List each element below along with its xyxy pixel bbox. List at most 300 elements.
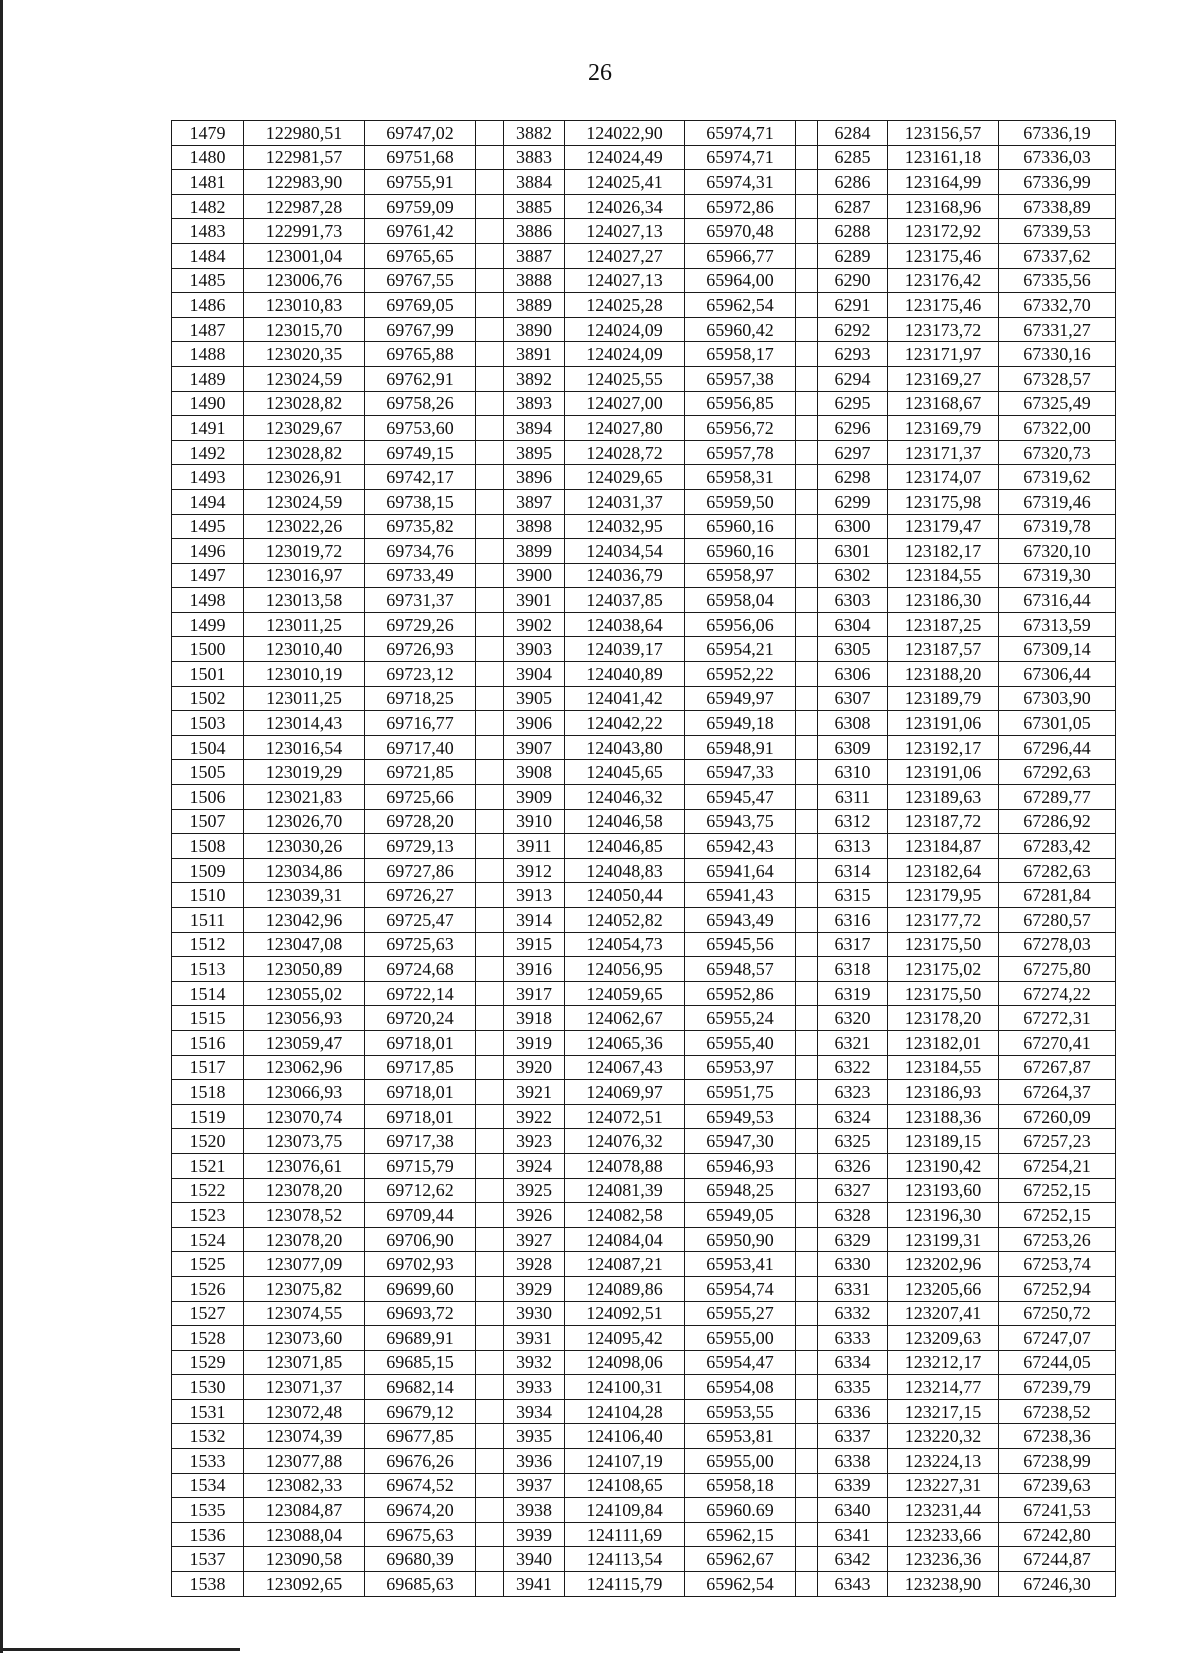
point-number-cell: 3917: [504, 981, 565, 1006]
y-coordinate-cell: 69738,15: [365, 489, 476, 514]
separator-cell: [796, 662, 818, 687]
separator-cell: [796, 760, 818, 785]
x-coordinate-cell: 123047,08: [244, 932, 365, 957]
point-number-cell: 1493: [172, 465, 244, 490]
y-coordinate-cell: 67306,44: [999, 662, 1116, 687]
point-number-cell: 3921: [504, 1080, 565, 1105]
y-coordinate-cell: 67281,84: [999, 883, 1116, 908]
separator-cell: [796, 858, 818, 883]
point-number-cell: 1498: [172, 588, 244, 613]
x-coordinate-cell: 124026,34: [565, 194, 685, 219]
x-coordinate-cell: 123062,96: [244, 1055, 365, 1080]
separator-cell: [476, 809, 504, 834]
point-number-cell: 1479: [172, 121, 244, 146]
point-number-cell: 3910: [504, 809, 565, 834]
y-coordinate-cell: 69725,63: [365, 932, 476, 957]
y-coordinate-cell: 69685,63: [365, 1572, 476, 1597]
y-coordinate-cell: 65956,06: [685, 612, 796, 637]
point-number-cell: 3936: [504, 1449, 565, 1474]
separator-cell: [796, 908, 818, 933]
y-coordinate-cell: 67283,42: [999, 834, 1116, 859]
separator-cell: [476, 293, 504, 318]
table-row: [172, 735, 1116, 760]
point-number-cell: 6297: [818, 440, 888, 465]
table-row: [172, 834, 1116, 859]
point-number-cell: 1499: [172, 612, 244, 637]
y-coordinate-cell: 65954,08: [685, 1375, 796, 1400]
y-coordinate-cell: 69709,44: [365, 1203, 476, 1228]
y-coordinate-cell: 65964,00: [685, 268, 796, 293]
x-coordinate-cell: 123192,17: [888, 735, 999, 760]
separator-cell: [476, 981, 504, 1006]
x-coordinate-cell: 124076,32: [565, 1129, 685, 1154]
y-coordinate-cell: 65962,54: [685, 1572, 796, 1597]
x-coordinate-cell: 124115,79: [565, 1572, 685, 1597]
point-number-cell: 1487: [172, 317, 244, 342]
y-coordinate-cell: 65953,55: [685, 1399, 796, 1424]
point-number-cell: 1512: [172, 932, 244, 957]
x-coordinate-cell: 123019,29: [244, 760, 365, 785]
separator-cell: [476, 637, 504, 662]
y-coordinate-cell: 67289,77: [999, 785, 1116, 810]
point-number-cell: 6295: [818, 391, 888, 416]
x-coordinate-cell: 124054,73: [565, 932, 685, 957]
separator-cell: [476, 858, 504, 883]
y-coordinate-cell: 67264,37: [999, 1080, 1116, 1105]
separator-cell: [476, 539, 504, 564]
y-coordinate-cell: 67331,27: [999, 317, 1116, 342]
table-row: [172, 440, 1116, 465]
table-row: [172, 1252, 1116, 1277]
y-coordinate-cell: 69675,63: [365, 1522, 476, 1547]
x-coordinate-cell: 123024,59: [244, 489, 365, 514]
y-coordinate-cell: 67286,92: [999, 809, 1116, 834]
point-number-cell: 3893: [504, 391, 565, 416]
point-number-cell: 6287: [818, 194, 888, 219]
x-coordinate-cell: 124087,21: [565, 1252, 685, 1277]
y-coordinate-cell: 67244,87: [999, 1547, 1116, 1572]
table-row: [172, 1350, 1116, 1375]
y-coordinate-cell: 69765,88: [365, 342, 476, 367]
point-number-cell: 3933: [504, 1375, 565, 1400]
separator-cell: [476, 662, 504, 687]
table-row: [172, 1276, 1116, 1301]
table-row: [172, 1006, 1116, 1031]
separator-cell: [796, 563, 818, 588]
x-coordinate-cell: 123030,26: [244, 834, 365, 859]
y-coordinate-cell: 67316,44: [999, 588, 1116, 613]
x-coordinate-cell: 123187,25: [888, 612, 999, 637]
point-number-cell: 3888: [504, 268, 565, 293]
y-coordinate-cell: 69731,37: [365, 588, 476, 613]
point-number-cell: 6336: [818, 1399, 888, 1424]
y-coordinate-cell: 67319,62: [999, 465, 1116, 490]
point-number-cell: 6333: [818, 1326, 888, 1351]
separator-cell: [796, 1424, 818, 1449]
point-number-cell: 1531: [172, 1399, 244, 1424]
x-coordinate-cell: 123073,60: [244, 1326, 365, 1351]
y-coordinate-cell: 65953,81: [685, 1424, 796, 1449]
point-number-cell: 3911: [504, 834, 565, 859]
separator-cell: [796, 711, 818, 736]
separator-cell: [796, 637, 818, 662]
x-coordinate-cell: 123021,83: [244, 785, 365, 810]
point-number-cell: 1523: [172, 1203, 244, 1228]
x-coordinate-cell: 124084,04: [565, 1227, 685, 1252]
table-row: [172, 465, 1116, 490]
y-coordinate-cell: 69718,01: [365, 1030, 476, 1055]
point-number-cell: 3913: [504, 883, 565, 908]
point-number-cell: 3934: [504, 1399, 565, 1424]
separator-cell: [476, 366, 504, 391]
y-coordinate-cell: 65955,24: [685, 1006, 796, 1031]
point-number-cell: 6334: [818, 1350, 888, 1375]
y-coordinate-cell: 67319,30: [999, 563, 1116, 588]
x-coordinate-cell: 123231,44: [888, 1498, 999, 1523]
x-coordinate-cell: 123006,76: [244, 268, 365, 293]
x-coordinate-cell: 123207,41: [888, 1301, 999, 1326]
x-coordinate-cell: 123014,43: [244, 711, 365, 736]
y-coordinate-cell: 65954,74: [685, 1276, 796, 1301]
point-number-cell: 6289: [818, 243, 888, 268]
separator-cell: [796, 1227, 818, 1252]
separator-cell: [796, 1252, 818, 1277]
x-coordinate-cell: 123191,06: [888, 711, 999, 736]
point-number-cell: 1510: [172, 883, 244, 908]
separator-cell: [476, 957, 504, 982]
point-number-cell: 3923: [504, 1129, 565, 1154]
x-coordinate-cell: 124095,42: [565, 1326, 685, 1351]
x-coordinate-cell: 124046,85: [565, 834, 685, 859]
table-row: [172, 588, 1116, 613]
y-coordinate-cell: 69689,91: [365, 1326, 476, 1351]
separator-cell: [796, 1276, 818, 1301]
separator-cell: [476, 735, 504, 760]
y-coordinate-cell: 65962,54: [685, 293, 796, 318]
y-coordinate-cell: 69717,40: [365, 735, 476, 760]
x-coordinate-cell: 124056,95: [565, 957, 685, 982]
point-number-cell: 6342: [818, 1547, 888, 1572]
separator-cell: [796, 1055, 818, 1080]
point-number-cell: 1503: [172, 711, 244, 736]
table-row: [172, 1055, 1116, 1080]
point-number-cell: 6304: [818, 612, 888, 637]
point-number-cell: 6292: [818, 317, 888, 342]
point-number-cell: 6316: [818, 908, 888, 933]
point-number-cell: 6340: [818, 1498, 888, 1523]
table-row: [172, 121, 1116, 146]
point-number-cell: 1506: [172, 785, 244, 810]
table-row: [172, 858, 1116, 883]
point-number-cell: 3883: [504, 145, 565, 170]
point-number-cell: 1534: [172, 1473, 244, 1498]
y-coordinate-cell: 67272,31: [999, 1006, 1116, 1031]
x-coordinate-cell: 123010,83: [244, 293, 365, 318]
point-number-cell: 1516: [172, 1030, 244, 1055]
point-number-cell: 3901: [504, 588, 565, 613]
table-row: [172, 1227, 1116, 1252]
separator-cell: [476, 1178, 504, 1203]
x-coordinate-cell: 124046,58: [565, 809, 685, 834]
point-number-cell: 6321: [818, 1030, 888, 1055]
x-coordinate-cell: 123168,67: [888, 391, 999, 416]
bottom-edge-rule: [0, 1648, 240, 1651]
table-row: [172, 391, 1116, 416]
y-coordinate-cell: 67250,72: [999, 1301, 1116, 1326]
point-number-cell: 6339: [818, 1473, 888, 1498]
x-coordinate-cell: 123217,15: [888, 1399, 999, 1424]
y-coordinate-cell: 65942,43: [685, 834, 796, 859]
separator-cell: [476, 834, 504, 859]
separator-cell: [476, 1326, 504, 1351]
y-coordinate-cell: 69767,55: [365, 268, 476, 293]
separator-cell: [476, 342, 504, 367]
point-number-cell: 6343: [818, 1572, 888, 1597]
point-number-cell: 3900: [504, 563, 565, 588]
x-coordinate-cell: 123189,79: [888, 686, 999, 711]
point-number-cell: 1502: [172, 686, 244, 711]
point-number-cell: 6317: [818, 932, 888, 957]
table-row: [172, 1104, 1116, 1129]
x-coordinate-cell: 123171,37: [888, 440, 999, 465]
point-number-cell: 3940: [504, 1547, 565, 1572]
x-coordinate-cell: 124089,86: [565, 1276, 685, 1301]
point-number-cell: 3896: [504, 465, 565, 490]
x-coordinate-cell: 124104,28: [565, 1399, 685, 1424]
x-coordinate-cell: 124024,49: [565, 145, 685, 170]
separator-cell: [796, 612, 818, 637]
y-coordinate-cell: 67309,14: [999, 637, 1116, 662]
y-coordinate-cell: 65949,18: [685, 711, 796, 736]
y-coordinate-cell: 65947,30: [685, 1129, 796, 1154]
table-row: [172, 563, 1116, 588]
separator-cell: [476, 514, 504, 539]
y-coordinate-cell: 65960,42: [685, 317, 796, 342]
point-number-cell: 6311: [818, 785, 888, 810]
y-coordinate-cell: 65962,15: [685, 1522, 796, 1547]
separator-cell: [796, 1129, 818, 1154]
x-coordinate-cell: 124043,80: [565, 735, 685, 760]
point-number-cell: 3938: [504, 1498, 565, 1523]
point-number-cell: 1488: [172, 342, 244, 367]
y-coordinate-cell: 69729,26: [365, 612, 476, 637]
point-number-cell: 1520: [172, 1129, 244, 1154]
y-coordinate-cell: 69727,86: [365, 858, 476, 883]
x-coordinate-cell: 124092,51: [565, 1301, 685, 1326]
separator-cell: [476, 711, 504, 736]
point-number-cell: 1480: [172, 145, 244, 170]
x-coordinate-cell: 124052,82: [565, 908, 685, 933]
point-number-cell: 3925: [504, 1178, 565, 1203]
y-coordinate-cell: 69728,20: [365, 809, 476, 834]
point-number-cell: 6303: [818, 588, 888, 613]
x-coordinate-cell: 122983,90: [244, 170, 365, 195]
x-coordinate-cell: 123013,58: [244, 588, 365, 613]
y-coordinate-cell: 67275,80: [999, 957, 1116, 982]
x-coordinate-cell: 124040,89: [565, 662, 685, 687]
y-coordinate-cell: 65955,40: [685, 1030, 796, 1055]
separator-cell: [476, 1129, 504, 1154]
y-coordinate-cell: 67330,16: [999, 342, 1116, 367]
separator-cell: [796, 1080, 818, 1105]
separator-cell: [476, 1055, 504, 1080]
separator-cell: [796, 1473, 818, 1498]
point-number-cell: 1517: [172, 1055, 244, 1080]
y-coordinate-cell: 67322,00: [999, 416, 1116, 441]
separator-cell: [796, 416, 818, 441]
separator-cell: [476, 1572, 504, 1597]
table-row: [172, 1203, 1116, 1228]
separator-cell: [796, 1399, 818, 1424]
point-number-cell: 3895: [504, 440, 565, 465]
point-number-cell: 1519: [172, 1104, 244, 1129]
x-coordinate-cell: 123189,15: [888, 1129, 999, 1154]
point-number-cell: 3920: [504, 1055, 565, 1080]
point-number-cell: 3905: [504, 686, 565, 711]
table-row: [172, 145, 1116, 170]
x-coordinate-cell: 123092,65: [244, 1572, 365, 1597]
point-number-cell: 6286: [818, 170, 888, 195]
x-coordinate-cell: 124078,88: [565, 1153, 685, 1178]
separator-cell: [796, 981, 818, 1006]
y-coordinate-cell: 69717,85: [365, 1055, 476, 1080]
point-number-cell: 3882: [504, 121, 565, 146]
x-coordinate-cell: 123169,27: [888, 366, 999, 391]
point-number-cell: 1496: [172, 539, 244, 564]
x-coordinate-cell: 124025,41: [565, 170, 685, 195]
x-coordinate-cell: 123029,67: [244, 416, 365, 441]
point-number-cell: 6315: [818, 883, 888, 908]
x-coordinate-cell: 123078,52: [244, 1203, 365, 1228]
y-coordinate-cell: 69706,90: [365, 1227, 476, 1252]
point-number-cell: 3897: [504, 489, 565, 514]
x-coordinate-cell: 123010,40: [244, 637, 365, 662]
x-coordinate-cell: 123077,09: [244, 1252, 365, 1277]
separator-cell: [796, 1449, 818, 1474]
point-number-cell: 3892: [504, 366, 565, 391]
x-coordinate-cell: 123179,47: [888, 514, 999, 539]
point-number-cell: 6327: [818, 1178, 888, 1203]
x-coordinate-cell: 123082,33: [244, 1473, 365, 1498]
x-coordinate-cell: 123078,20: [244, 1178, 365, 1203]
y-coordinate-cell: 65974,31: [685, 170, 796, 195]
point-number-cell: 6308: [818, 711, 888, 736]
x-coordinate-cell: 124100,31: [565, 1375, 685, 1400]
y-coordinate-cell: 65945,47: [685, 785, 796, 810]
x-coordinate-cell: 123034,86: [244, 858, 365, 883]
separator-cell: [796, 1178, 818, 1203]
separator-cell: [476, 391, 504, 416]
x-coordinate-cell: 123196,30: [888, 1203, 999, 1228]
x-coordinate-cell: 123187,57: [888, 637, 999, 662]
y-coordinate-cell: 69712,62: [365, 1178, 476, 1203]
separator-cell: [476, 465, 504, 490]
x-coordinate-cell: 124025,55: [565, 366, 685, 391]
point-number-cell: 6309: [818, 735, 888, 760]
point-number-cell: 3928: [504, 1252, 565, 1277]
point-number-cell: 1521: [172, 1153, 244, 1178]
table-row: [172, 342, 1116, 367]
point-number-cell: 6285: [818, 145, 888, 170]
separator-cell: [796, 194, 818, 219]
table-row: [172, 416, 1116, 441]
separator-cell: [796, 1030, 818, 1055]
point-number-cell: 3927: [504, 1227, 565, 1252]
y-coordinate-cell: 65972,86: [685, 194, 796, 219]
separator-cell: [796, 145, 818, 170]
point-number-cell: 1529: [172, 1350, 244, 1375]
table-row: [172, 785, 1116, 810]
x-coordinate-cell: 123056,93: [244, 1006, 365, 1031]
point-number-cell: 3931: [504, 1326, 565, 1351]
table-row: [172, 908, 1116, 933]
point-number-cell: 6310: [818, 760, 888, 785]
separator-cell: [796, 465, 818, 490]
separator-cell: [796, 1153, 818, 1178]
x-coordinate-cell: 123088,04: [244, 1522, 365, 1547]
x-coordinate-cell: 123066,93: [244, 1080, 365, 1105]
x-coordinate-cell: 123026,91: [244, 465, 365, 490]
x-coordinate-cell: 124027,13: [565, 219, 685, 244]
separator-cell: [476, 145, 504, 170]
y-coordinate-cell: 67253,26: [999, 1227, 1116, 1252]
y-coordinate-cell: 69761,42: [365, 219, 476, 244]
y-coordinate-cell: 69767,99: [365, 317, 476, 342]
separator-cell: [796, 1572, 818, 1597]
point-number-cell: 1511: [172, 908, 244, 933]
separator-cell: [476, 588, 504, 613]
x-coordinate-cell: 123039,31: [244, 883, 365, 908]
x-coordinate-cell: 124038,64: [565, 612, 685, 637]
y-coordinate-cell: 69674,52: [365, 1473, 476, 1498]
separator-cell: [796, 440, 818, 465]
y-coordinate-cell: 65949,05: [685, 1203, 796, 1228]
separator-cell: [796, 809, 818, 834]
x-coordinate-cell: 123188,36: [888, 1104, 999, 1129]
x-coordinate-cell: 124032,95: [565, 514, 685, 539]
point-number-cell: 3939: [504, 1522, 565, 1547]
table-row: [172, 1547, 1116, 1572]
point-number-cell: 1504: [172, 735, 244, 760]
table-row: [172, 268, 1116, 293]
x-coordinate-cell: 123186,30: [888, 588, 999, 613]
x-coordinate-cell: 123070,74: [244, 1104, 365, 1129]
x-coordinate-cell: 124027,27: [565, 243, 685, 268]
y-coordinate-cell: 69726,93: [365, 637, 476, 662]
separator-cell: [476, 243, 504, 268]
point-number-cell: 1515: [172, 1006, 244, 1031]
x-coordinate-cell: 123028,82: [244, 391, 365, 416]
y-coordinate-cell: 65949,97: [685, 686, 796, 711]
separator-cell: [476, 489, 504, 514]
separator-cell: [796, 1006, 818, 1031]
point-number-cell: 6341: [818, 1522, 888, 1547]
table-row: [172, 514, 1116, 539]
separator-cell: [796, 293, 818, 318]
point-number-cell: 1482: [172, 194, 244, 219]
separator-cell: [796, 1375, 818, 1400]
table-row: [172, 711, 1116, 736]
x-coordinate-cell: 122980,51: [244, 121, 365, 146]
separator-cell: [476, 1080, 504, 1105]
point-number-cell: 6329: [818, 1227, 888, 1252]
point-number-cell: 3912: [504, 858, 565, 883]
y-coordinate-cell: 67313,59: [999, 612, 1116, 637]
x-coordinate-cell: 123191,06: [888, 760, 999, 785]
y-coordinate-cell: 67328,57: [999, 366, 1116, 391]
y-coordinate-cell: 65941,64: [685, 858, 796, 883]
y-coordinate-cell: 67274,22: [999, 981, 1116, 1006]
